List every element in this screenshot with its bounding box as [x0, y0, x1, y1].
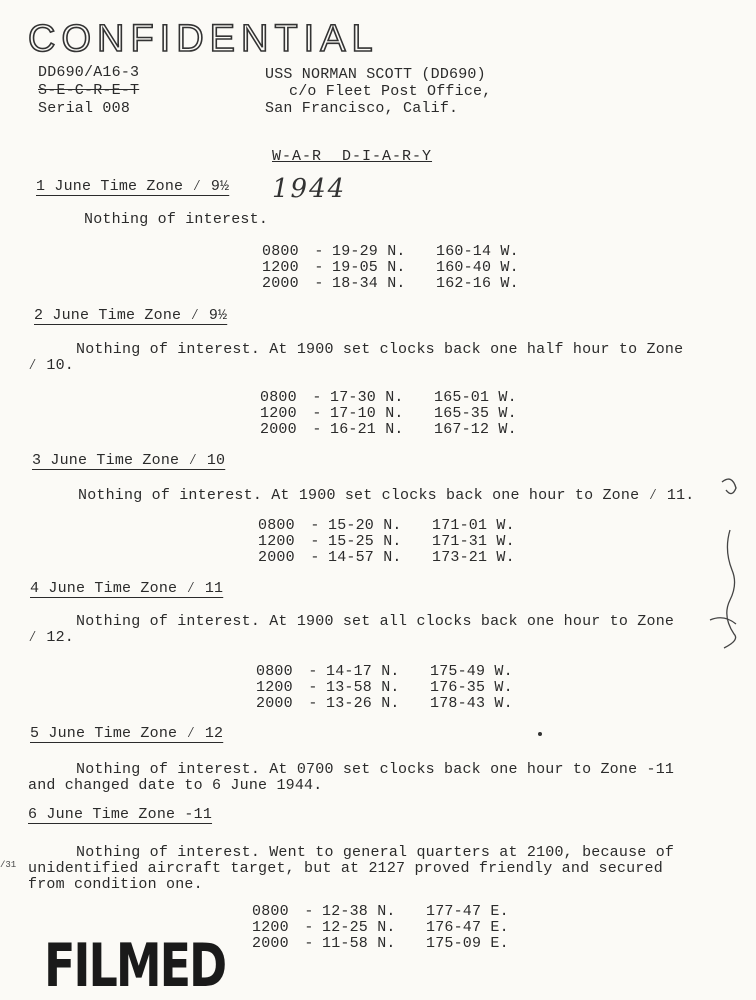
position-row: 1200 - 17-10 N. 165-35 W.: [260, 405, 517, 422]
position-row: 2000 - 11-58 N. 175-09 E.: [252, 935, 509, 952]
position-row: 1200 - 12-25 N. 176-47 E.: [252, 919, 509, 936]
position-row: 0800 - 17-30 N. 165-01 W.: [260, 389, 517, 406]
position-row: 2000 - 16-21 N. 167-12 W.: [260, 421, 517, 438]
position-row: 2000 - 18-34 N. 162-16 W.: [262, 275, 519, 292]
position-row: 0800 - 19-29 N. 160-14 W.: [262, 243, 519, 260]
day-heading: 1 June Time Zone ⁄ 9½: [36, 178, 230, 195]
position-row: 2000 - 13-26 N. 178-43 W.: [256, 695, 513, 712]
address-line-1: c/o Fleet Post Office,: [289, 83, 492, 100]
address-line-2: San Francisco, Calif.: [265, 100, 459, 117]
ship-name: USS NORMAN SCOTT (DD690): [265, 66, 486, 83]
position-row: 0800 - 14-17 N. 175-49 W.: [256, 663, 513, 680]
day-entry-text: Nothing of interest. At 1900 set clocks back one hour to Zone ⁄ 11.: [78, 487, 695, 504]
doc-id: DD690/A16-3: [38, 64, 140, 81]
confidential-stamp: CONFIDENTIAL: [28, 18, 379, 60]
margin-mark: /31: [0, 860, 17, 870]
position-row: 1200 - 15-25 N. 171-31 W.: [258, 533, 515, 550]
day-entry-text: Nothing of interest.: [84, 211, 269, 228]
serial-number: Serial 008: [38, 100, 131, 117]
position-table: [258, 518, 542, 566]
filmed-stamp: FILMED: [44, 930, 226, 1000]
position-table: [252, 904, 536, 952]
margin-scribble-icon: [700, 470, 750, 670]
position-table: [262, 244, 546, 292]
day-heading: 2 June Time Zone ⁄ 9½: [34, 307, 228, 324]
position-row: 1200 - 19-05 N. 160-40 W.: [262, 259, 519, 276]
document-title: W-A-R D-I-A-R-Y: [272, 148, 433, 165]
position-row: 0800 - 12-38 N. 177-47 E.: [252, 903, 509, 920]
position-table: [256, 664, 540, 712]
day-heading: 4 June Time Zone ⁄ 11: [30, 580, 224, 597]
day-heading: 6 June Time Zone -11: [28, 806, 213, 823]
ink-dot: [538, 732, 542, 736]
position-row: 0800 - 15-20 N. 171-01 W.: [258, 517, 515, 534]
day-entry-text: Nothing of interest. At 1900 set clocks back one half hour to Zone ⁄ 10.: [28, 341, 684, 374]
position-row: 2000 - 14-57 N. 173-21 W.: [258, 549, 515, 566]
day-entry-text: Nothing of interest. Went to general quarters at 2100, because of unidentified aircraft target, but at 2127 proved friendly and secured from condition one.: [28, 844, 675, 893]
day-entry-text: Nothing of interest. At 1900 set all clocks back one hour to Zone ⁄ 12.: [28, 613, 675, 646]
position-table: [260, 390, 544, 438]
handwritten-year: 1944: [272, 174, 347, 204]
header-left: [38, 64, 139, 118]
day-heading: 3 June Time Zone ⁄ 10: [32, 452, 226, 469]
position-row: 1200 - 13-58 N. 176-35 W.: [256, 679, 513, 696]
classification: S-E-C-R-E-T: [38, 82, 140, 99]
header-address: [265, 66, 491, 117]
day-heading: 5 June Time Zone ⁄ 12: [30, 725, 224, 742]
day-entry-text: Nothing of interest. At 0700 set clocks back one hour to Zone -11 and changed date to 6 June 1944.: [28, 761, 675, 794]
